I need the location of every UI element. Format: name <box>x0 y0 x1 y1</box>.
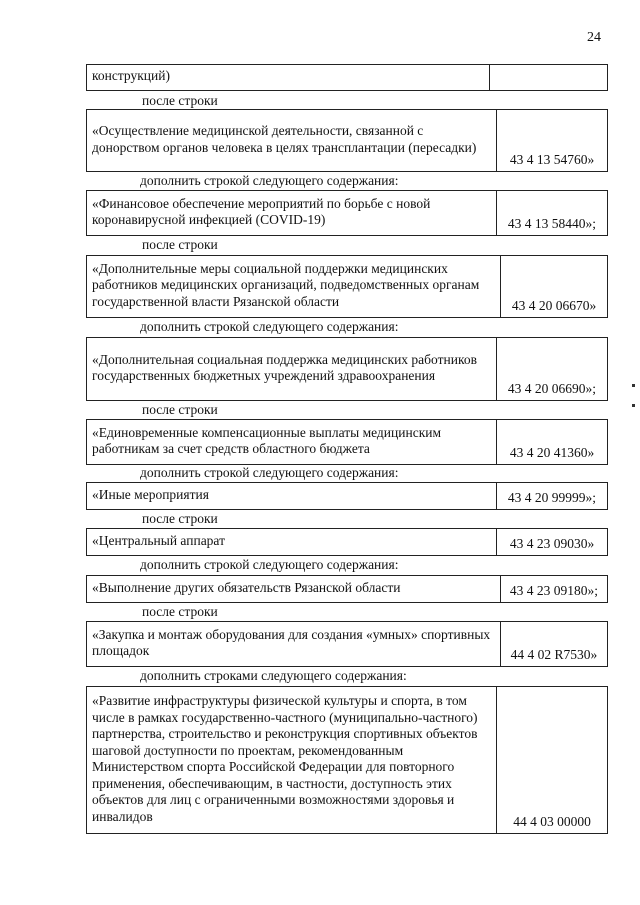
row-name-cell: «Финансовое обеспечение мероприятий по борьбе с новой коронавирусной инфекцией (COVID-19) <box>87 191 497 235</box>
row-code-cell: 43 4 20 06670» <box>511 298 597 313</box>
row-name-cell: «Центральный аппарат <box>87 529 497 555</box>
row-name-cell: «Единовременные компенсационные выплаты медицинским работникам за счет средств областного бюджета <box>87 420 497 464</box>
table-row <box>86 419 608 465</box>
row-code-cell: 43 4 13 54760» <box>509 152 595 167</box>
table-row <box>86 64 608 91</box>
row-code-cell: 44 4 03 00000 <box>513 814 591 829</box>
scan-artifact <box>632 384 635 387</box>
row-name-cell: «Дополнительная социальная поддержка медицинских работников государственных бюджетных учреждений здравоохранения <box>87 338 497 400</box>
instruction-line: дополнить строками следующего содержания: <box>140 668 407 683</box>
row-code-cell: 43 4 20 06690»; <box>507 381 597 396</box>
table-row <box>86 255 608 318</box>
row-code-cell <box>490 65 607 90</box>
instruction-line: дополнить строкой следующего содержания: <box>140 173 399 188</box>
row-name-cell: «Закупка и монтаж оборудования для создания «умных» спортивных площадок <box>87 622 501 666</box>
row-code-cell: 43 4 20 41360» <box>509 445 595 460</box>
row-name-cell: конструкций) <box>87 65 490 90</box>
table-row <box>86 686 608 834</box>
instruction-line: дополнить строкой следующего содержания: <box>140 557 399 572</box>
instruction-line: после строки <box>142 604 218 619</box>
row-code-cell: 44 4 02 R7530» <box>510 647 598 662</box>
row-name-cell: «Иные мероприятия <box>87 483 497 509</box>
row-code-cell: 43 4 20 99999»; <box>507 490 597 505</box>
row-code-cell: 43 4 23 09180»; <box>509 583 599 598</box>
table-row <box>86 482 608 510</box>
table-row <box>86 528 608 556</box>
page-number: 24 <box>587 30 601 45</box>
table-row <box>86 337 608 401</box>
instruction-line: дополнить строкой следующего содержания: <box>140 319 399 334</box>
row-name-cell: «Осуществление медицинской деятельности, связанной с донорством органов человека в целях трансплантации (пересадки) <box>87 110 497 171</box>
instruction-line: после строки <box>142 237 218 252</box>
scan-artifact <box>632 404 635 407</box>
instruction-line: дополнить строкой следующего содержания: <box>140 465 399 480</box>
instruction-line: после строки <box>142 511 218 526</box>
table-row <box>86 109 608 172</box>
row-code-cell: 43 4 23 09030» <box>509 536 595 551</box>
table-row <box>86 621 608 667</box>
row-name-cell: «Выполнение других обязательств Рязанской области <box>87 576 501 602</box>
table-row <box>86 575 608 603</box>
row-name-cell: «Дополнительные меры социальной поддержки медицинских работников медицинских организаций, подведомственных органам государственной власти Рязанской области <box>87 256 501 317</box>
row-code-cell: 43 4 13 58440»; <box>507 216 597 231</box>
instruction-line: после строки <box>142 402 218 417</box>
instruction-line: после строки <box>142 93 218 108</box>
row-name-cell: «Развитие инфраструктуры физической культуры и спорта, в том числе в рамках государственно-частного (муниципально-частного) партнерства, строительство и реконструкция спортивных объектов шаговой доступности по проектам, рекомендованным Министерством спорта Российской Федерации для повторного применения, обеспечивающим, в частности, доступность этих объектов для лиц с ограниченными возможностями здоровья и инвалидов <box>87 687 497 833</box>
table-row <box>86 190 608 236</box>
